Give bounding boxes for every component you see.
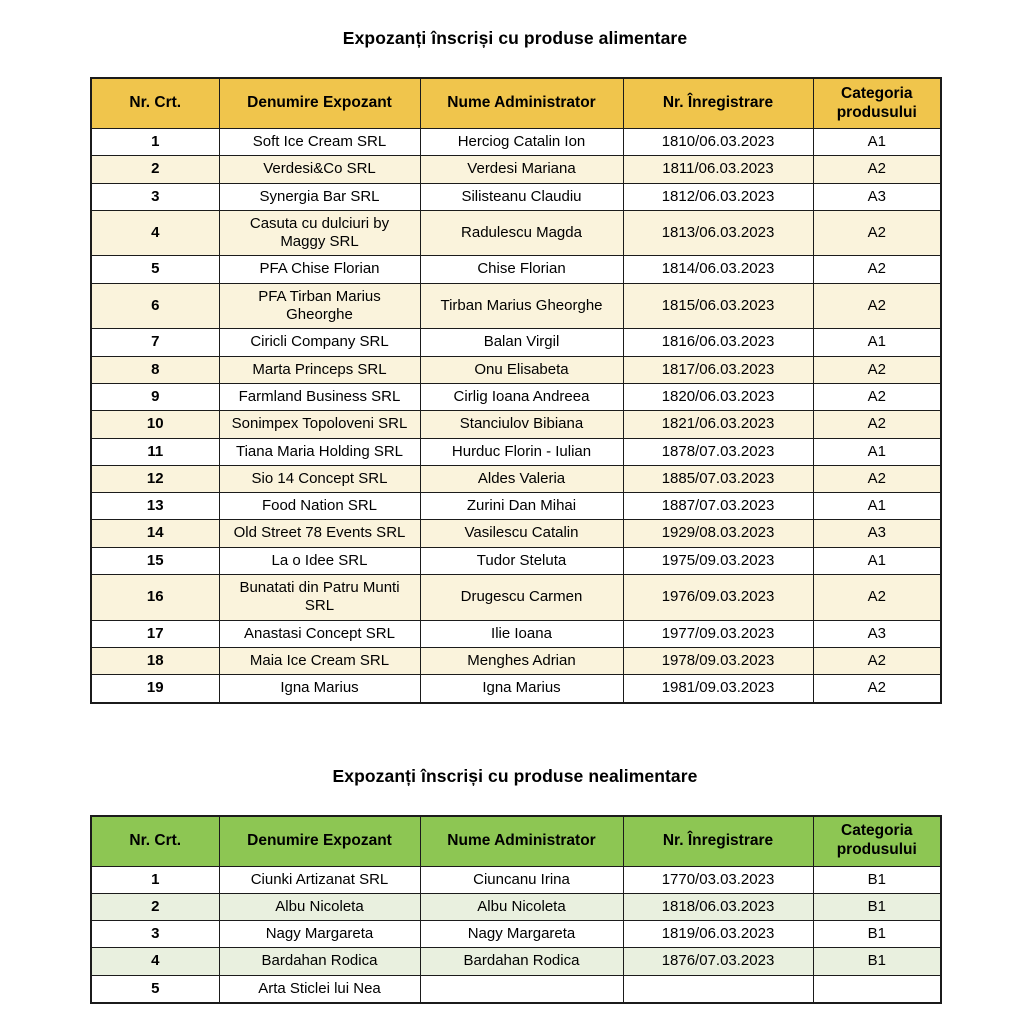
document-content xyxy=(90,28,940,1004)
row-number-cell: 10 xyxy=(91,411,219,438)
table-cell: 1978/09.03.2023 xyxy=(623,647,813,674)
column-header-denumire-expozant: Denumire Expozant xyxy=(219,78,420,129)
table-row xyxy=(91,411,941,438)
table-cell: Nagy Margareta xyxy=(219,921,420,948)
table-cell: A2 xyxy=(813,465,941,492)
table-cell: Ciricli Company SRL xyxy=(219,329,420,356)
table-cell: Igna Marius xyxy=(219,675,420,703)
table-cell: A2 xyxy=(813,256,941,283)
table-row xyxy=(91,921,941,948)
table-cell: 1811/06.03.2023 xyxy=(623,156,813,183)
table-cell: Tirban Marius Gheorghe xyxy=(420,283,623,329)
table-cell: Ciuncanu Irina xyxy=(420,866,623,893)
table-cell: Marta Princeps SRL xyxy=(219,356,420,383)
table-row xyxy=(91,438,941,465)
nonfood-exhibitors-table xyxy=(90,815,942,1004)
row-number-cell: 16 xyxy=(91,575,219,621)
row-number-cell: 1 xyxy=(91,129,219,156)
table-cell: A2 xyxy=(813,647,941,674)
table-row xyxy=(91,256,941,283)
table-cell: Arta Sticlei lui Nea xyxy=(219,975,420,1003)
row-number-cell: 11 xyxy=(91,438,219,465)
table-cell: 1812/06.03.2023 xyxy=(623,183,813,210)
table-cell: Vasilescu Catalin xyxy=(420,520,623,547)
table-row xyxy=(91,520,941,547)
row-number-cell: 17 xyxy=(91,620,219,647)
food-table-header xyxy=(91,78,941,129)
table-cell: A1 xyxy=(813,129,941,156)
column-header-categoria-produsului: Categoria produsului xyxy=(813,78,941,129)
table-cell: Radulescu Magda xyxy=(420,210,623,256)
table-cell: Nagy Margareta xyxy=(420,921,623,948)
row-number-cell: 3 xyxy=(91,921,219,948)
table-cell: A2 xyxy=(813,675,941,703)
row-number-cell: 19 xyxy=(91,675,219,703)
column-header-nr-inregistrare: Nr. Înregistrare xyxy=(623,78,813,129)
table-cell: 1770/03.03.2023 xyxy=(623,866,813,893)
table-cell: A3 xyxy=(813,520,941,547)
table-row xyxy=(91,675,941,703)
table-cell: Onu Elisabeta xyxy=(420,356,623,383)
table-cell: Verdesi Mariana xyxy=(420,156,623,183)
table-cell: A3 xyxy=(813,620,941,647)
table-cell: Albu Nicoleta xyxy=(420,893,623,920)
table-row xyxy=(91,575,941,621)
table-cell: 1816/06.03.2023 xyxy=(623,329,813,356)
table-cell: Aldes Valeria xyxy=(420,465,623,492)
table-cell: 1878/07.03.2023 xyxy=(623,438,813,465)
table-cell: Bardahan Rodica xyxy=(219,948,420,975)
header-row xyxy=(91,816,941,867)
table-cell: 1885/07.03.2023 xyxy=(623,465,813,492)
table-row xyxy=(91,866,941,893)
table-cell: PFA Chise Florian xyxy=(219,256,420,283)
row-number-cell: 6 xyxy=(91,283,219,329)
table-row xyxy=(91,465,941,492)
table-cell: B1 xyxy=(813,921,941,948)
table-row xyxy=(91,210,941,256)
table-cell: Menghes Adrian xyxy=(420,647,623,674)
nonfood-table-title: Expozanți înscriși cu produse nealimentare xyxy=(332,765,698,786)
nonfood-table-header xyxy=(91,816,941,867)
row-number-cell: 8 xyxy=(91,356,219,383)
table-cell: La o Idee SRL xyxy=(219,547,420,574)
table-cell: Herciog Catalin Ion xyxy=(420,129,623,156)
row-number-cell: 4 xyxy=(91,210,219,256)
table-cell: Food Nation SRL xyxy=(219,493,420,520)
table-cell: Anastasi Concept SRL xyxy=(219,620,420,647)
table-cell: B1 xyxy=(813,866,941,893)
header-row xyxy=(91,78,941,129)
row-number-cell: 18 xyxy=(91,647,219,674)
table-cell: 1887/07.03.2023 xyxy=(623,493,813,520)
table-cell: A1 xyxy=(813,547,941,574)
table-cell: A2 xyxy=(813,210,941,256)
table-row xyxy=(91,893,941,920)
row-number-cell: 5 xyxy=(91,975,219,1003)
table-cell: Sio 14 Concept SRL xyxy=(219,465,420,492)
table-cell xyxy=(813,975,941,1003)
table-cell: A2 xyxy=(813,411,941,438)
table-cell: 1818/06.03.2023 xyxy=(623,893,813,920)
table-cell: A2 xyxy=(813,356,941,383)
table-cell: 1975/09.03.2023 xyxy=(623,547,813,574)
column-header-nr-inregistrare: Nr. Înregistrare xyxy=(623,816,813,867)
table-cell: 1814/06.03.2023 xyxy=(623,256,813,283)
table-row xyxy=(91,183,941,210)
table-cell: 1929/08.03.2023 xyxy=(623,520,813,547)
table-cell: Verdesi&Co SRL xyxy=(219,156,420,183)
table-cell: Albu Nicoleta xyxy=(219,893,420,920)
table-cell: 1981/09.03.2023 xyxy=(623,675,813,703)
table-cell: Bunatati din Patru Munti SRL xyxy=(219,575,420,621)
row-number-cell: 12 xyxy=(91,465,219,492)
table-row xyxy=(91,620,941,647)
nonfood-table-body xyxy=(91,866,941,1003)
table-cell: Cirlig Ioana Andreea xyxy=(420,383,623,410)
table-cell: A1 xyxy=(813,329,941,356)
table-cell: Ilie Ioana xyxy=(420,620,623,647)
table-cell xyxy=(420,975,623,1003)
table-cell: Maia Ice Cream SRL xyxy=(219,647,420,674)
row-number-cell: 14 xyxy=(91,520,219,547)
column-header-nr-crt: Nr. Crt. xyxy=(91,78,219,129)
table-cell: Stanciulov Bibiana xyxy=(420,411,623,438)
table-row xyxy=(91,329,941,356)
table-cell: Synergia Bar SRL xyxy=(219,183,420,210)
table-cell: 1820/06.03.2023 xyxy=(623,383,813,410)
table-cell: 1815/06.03.2023 xyxy=(623,283,813,329)
table-cell: Sonimpex Topoloveni SRL xyxy=(219,411,420,438)
table-cell: 1817/06.03.2023 xyxy=(623,356,813,383)
table-row xyxy=(91,356,941,383)
table-cell: 1813/06.03.2023 xyxy=(623,210,813,256)
table-cell: Casuta cu dulciuri by Maggy SRL xyxy=(219,210,420,256)
table-cell: 1977/09.03.2023 xyxy=(623,620,813,647)
row-number-cell: 1 xyxy=(91,866,219,893)
row-number-cell: 2 xyxy=(91,156,219,183)
table-row xyxy=(91,647,941,674)
column-header-denumire-expozant: Denumire Expozant xyxy=(219,816,420,867)
row-number-cell: 15 xyxy=(91,547,219,574)
table-row xyxy=(91,129,941,156)
table-cell: Ciunki Artizanat SRL xyxy=(219,866,420,893)
row-number-cell: 3 xyxy=(91,183,219,210)
table-cell: Hurduc Florin - Iulian xyxy=(420,438,623,465)
table-row xyxy=(91,156,941,183)
row-number-cell: 5 xyxy=(91,256,219,283)
table-row xyxy=(91,383,941,410)
table-cell: Balan Virgil xyxy=(420,329,623,356)
table-cell xyxy=(623,975,813,1003)
table-cell: Soft Ice Cream SRL xyxy=(219,129,420,156)
table-row xyxy=(91,283,941,329)
food-table-title: Expozanți înscriși cu produse alimentare xyxy=(342,28,688,48)
table-row xyxy=(91,948,941,975)
table-cell: 1876/07.03.2023 xyxy=(623,948,813,975)
table-cell: Tiana Maria Holding SRL xyxy=(219,438,420,465)
column-header-nume-administrator: Nume Administrator xyxy=(420,78,623,129)
table-cell: Igna Marius xyxy=(420,675,623,703)
food-exhibitors-table xyxy=(90,77,942,704)
table-cell: A2 xyxy=(813,383,941,410)
table-cell: Silisteanu Claudiu xyxy=(420,183,623,210)
table-cell: A1 xyxy=(813,493,941,520)
table-cell: A2 xyxy=(813,156,941,183)
table-cell: B1 xyxy=(813,893,941,920)
table-cell: 1810/06.03.2023 xyxy=(623,129,813,156)
row-number-cell: 7 xyxy=(91,329,219,356)
table-cell: Tudor Steluta xyxy=(420,547,623,574)
table-cell: Drugescu Carmen xyxy=(420,575,623,621)
table-row xyxy=(91,975,941,1003)
table-row xyxy=(91,493,941,520)
row-number-cell: 4 xyxy=(91,948,219,975)
table-row xyxy=(91,547,941,574)
column-header-nr-crt: Nr. Crt. xyxy=(91,816,219,867)
table-cell: Old Street 78 Events SRL xyxy=(219,520,420,547)
table-cell: A2 xyxy=(813,575,941,621)
row-number-cell: 9 xyxy=(91,383,219,410)
table-cell: Chise Florian xyxy=(420,256,623,283)
table-cell: PFA Tirban Marius Gheorghe xyxy=(219,283,420,329)
row-number-cell: 2 xyxy=(91,893,219,920)
table-cell: Zurini Dan Mihai xyxy=(420,493,623,520)
row-number-cell: 13 xyxy=(91,493,219,520)
table-cell: 1976/09.03.2023 xyxy=(623,575,813,621)
column-header-nume-administrator: Nume Administrator xyxy=(420,816,623,867)
column-header-categoria-produsului: Categoria produsului xyxy=(813,816,941,867)
table-cell: 1819/06.03.2023 xyxy=(623,921,813,948)
table-cell: 1821/06.03.2023 xyxy=(623,411,813,438)
food-table-body xyxy=(91,129,941,703)
table-cell: Farmland Business SRL xyxy=(219,383,420,410)
table-cell: A1 xyxy=(813,438,941,465)
table-cell: B1 xyxy=(813,948,941,975)
table-cell: A2 xyxy=(813,283,941,329)
table-cell: A3 xyxy=(813,183,941,210)
table-cell: Bardahan Rodica xyxy=(420,948,623,975)
